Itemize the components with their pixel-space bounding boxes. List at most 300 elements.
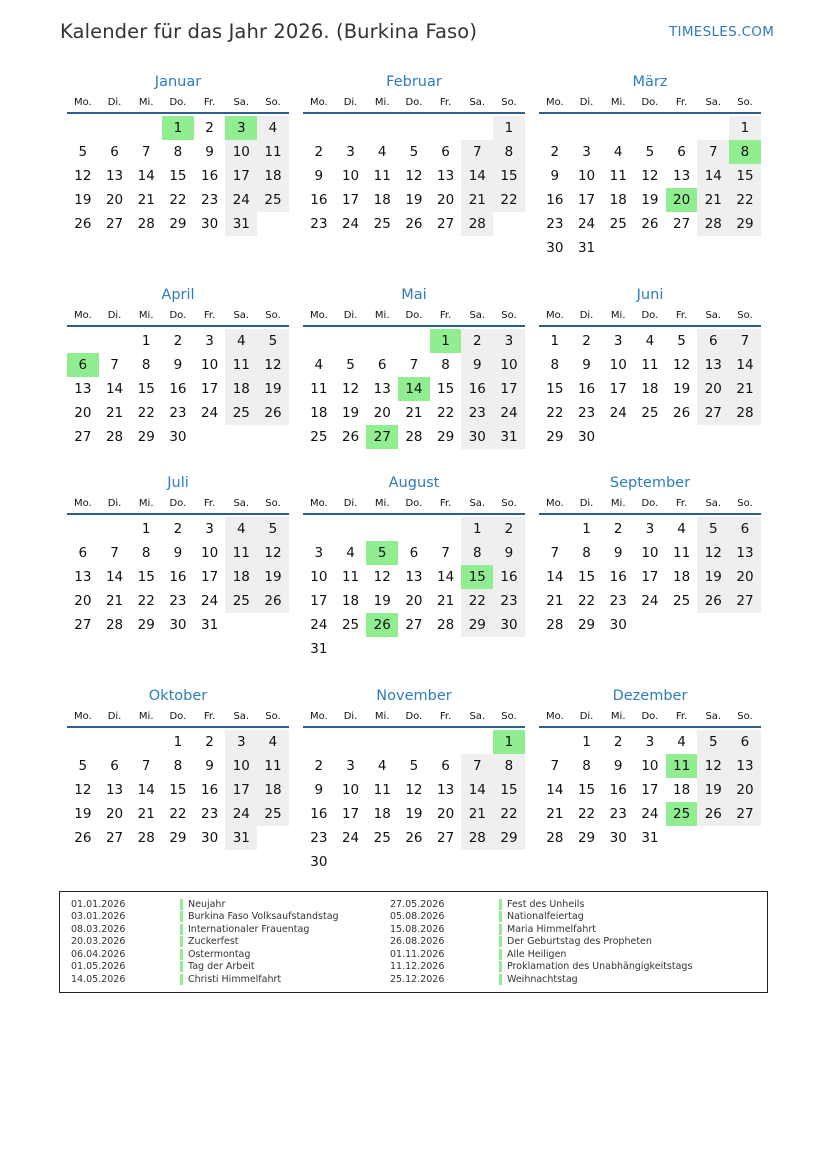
day-cell[interactable]: 31	[577, 240, 596, 256]
day-cell[interactable]: 6	[110, 758, 119, 774]
day-cell[interactable]: 22	[169, 806, 187, 822]
holiday-day[interactable]: 1	[493, 730, 525, 754]
day-cell[interactable]: 15	[493, 778, 525, 802]
day-cell[interactable]: 14	[105, 381, 124, 397]
day-cell[interactable]: 10	[577, 168, 596, 184]
day-cell[interactable]: 11	[257, 140, 289, 164]
day-cell[interactable]: 1	[141, 333, 151, 349]
day-cell[interactable]: 5	[257, 329, 289, 353]
day-cell[interactable]: 14	[697, 164, 729, 188]
day-cell[interactable]: 24	[225, 188, 257, 212]
day-cell[interactable]: 27	[729, 802, 761, 826]
day-cell[interactable]: 13	[673, 168, 691, 184]
day-cell[interactable]: 18	[373, 806, 391, 822]
day-cell[interactable]: 13	[74, 569, 92, 585]
day-cell[interactable]: 29	[577, 830, 596, 846]
day-cell[interactable]: 7	[461, 140, 493, 164]
day-cell[interactable]: 10	[201, 545, 219, 561]
day-cell[interactable]: 6	[441, 144, 450, 160]
day-cell[interactable]: 12	[257, 541, 289, 565]
day-cell[interactable]: 20	[405, 593, 423, 609]
day-cell[interactable]: 15	[577, 782, 596, 798]
day-cell[interactable]: 5	[409, 144, 419, 160]
day-cell[interactable]: 25	[310, 429, 328, 445]
day-cell[interactable]: 2	[173, 521, 183, 537]
day-cell[interactable]: 28	[546, 830, 564, 846]
day-cell[interactable]: 8	[550, 357, 560, 373]
day-cell[interactable]: 29	[577, 617, 596, 633]
day-cell[interactable]: 24	[341, 216, 360, 232]
day-cell[interactable]: 30	[609, 830, 627, 846]
day-cell[interactable]: 16	[201, 168, 219, 184]
day-cell[interactable]: 14	[437, 569, 455, 585]
day-cell[interactable]: 14	[546, 782, 564, 798]
day-cell[interactable]: 14	[461, 778, 493, 802]
day-cell[interactable]: 29	[546, 429, 564, 445]
day-cell[interactable]: 2	[493, 517, 525, 541]
day-cell[interactable]: 22	[577, 806, 596, 822]
day-cell[interactable]: 27	[673, 216, 691, 232]
day-cell[interactable]: 5	[677, 333, 686, 349]
day-cell[interactable]: 24	[641, 593, 659, 609]
day-cell[interactable]: 22	[493, 802, 525, 826]
day-cell[interactable]: 17	[225, 164, 257, 188]
day-cell[interactable]: 19	[257, 565, 289, 589]
day-cell[interactable]: 19	[697, 778, 729, 802]
day-cell[interactable]: 31	[641, 830, 659, 846]
day-cell[interactable]: 22	[493, 188, 525, 212]
day-cell[interactable]: 25	[373, 216, 391, 232]
day-cell[interactable]: 9	[582, 357, 591, 373]
day-cell[interactable]: 5	[346, 357, 355, 373]
day-cell[interactable]: 18	[225, 565, 257, 589]
day-cell[interactable]: 4	[257, 116, 289, 140]
day-cell[interactable]: 28	[105, 617, 124, 633]
day-cell[interactable]: 15	[169, 168, 187, 184]
day-cell[interactable]: 9	[550, 168, 560, 184]
day-cell[interactable]: 30	[201, 216, 219, 232]
day-cell[interactable]: 11	[641, 357, 659, 373]
day-cell[interactable]: 8	[173, 758, 183, 774]
day-cell[interactable]: 22	[461, 589, 493, 613]
day-cell[interactable]: 12	[641, 168, 659, 184]
day-cell[interactable]: 21	[461, 188, 493, 212]
day-cell[interactable]: 12	[74, 168, 92, 184]
day-cell[interactable]: 24	[609, 405, 627, 421]
day-cell[interactable]: 25	[225, 589, 257, 613]
day-cell[interactable]: 18	[257, 164, 289, 188]
day-cell[interactable]: 23	[310, 830, 328, 846]
day-cell[interactable]: 17	[493, 377, 525, 401]
day-cell[interactable]: 19	[341, 405, 360, 421]
holiday-day[interactable]: 26	[366, 613, 398, 637]
day-cell[interactable]: 13	[105, 782, 124, 798]
day-cell[interactable]: 20	[105, 192, 124, 208]
day-cell[interactable]: 19	[673, 381, 691, 397]
day-cell[interactable]: 29	[493, 826, 525, 850]
holiday-day[interactable]: 8	[729, 140, 761, 164]
day-cell[interactable]: 18	[673, 782, 691, 798]
day-cell[interactable]: 27	[74, 429, 92, 445]
day-cell[interactable]: 29	[169, 830, 187, 846]
day-cell[interactable]: 29	[137, 429, 155, 445]
day-cell[interactable]: 4	[677, 521, 686, 537]
day-cell[interactable]: 20	[729, 778, 761, 802]
day-cell[interactable]: 11	[341, 569, 360, 585]
day-cell[interactable]: 18	[341, 593, 360, 609]
day-cell[interactable]: 17	[225, 778, 257, 802]
day-cell[interactable]: 5	[257, 517, 289, 541]
day-cell[interactable]: 18	[225, 377, 257, 401]
day-cell[interactable]: 23	[310, 216, 328, 232]
day-cell[interactable]: 4	[613, 144, 623, 160]
day-cell[interactable]: 11	[373, 782, 391, 798]
day-cell[interactable]: 19	[257, 377, 289, 401]
day-cell[interactable]: 30	[546, 240, 564, 256]
day-cell[interactable]: 19	[373, 593, 391, 609]
day-cell[interactable]: 11	[225, 541, 257, 565]
day-cell[interactable]: 2	[314, 758, 324, 774]
day-cell[interactable]: 20	[437, 806, 455, 822]
day-cell[interactable]: 17	[577, 192, 596, 208]
day-cell[interactable]: 10	[641, 758, 659, 774]
day-cell[interactable]: 30	[310, 854, 328, 870]
day-cell[interactable]: 7	[141, 144, 151, 160]
day-cell[interactable]: 28	[137, 830, 155, 846]
day-cell[interactable]: 12	[697, 754, 729, 778]
day-cell[interactable]: 10	[225, 754, 257, 778]
day-cell[interactable]: 24	[341, 830, 360, 846]
day-cell[interactable]: 28	[105, 429, 124, 445]
day-cell[interactable]: 1	[550, 333, 560, 349]
day-cell[interactable]: 28	[461, 212, 493, 236]
day-cell[interactable]: 21	[546, 806, 564, 822]
day-cell[interactable]: 8	[493, 140, 525, 164]
day-cell[interactable]: 26	[341, 429, 360, 445]
day-cell[interactable]: 4	[377, 758, 387, 774]
day-cell[interactable]: 1	[173, 734, 183, 750]
day-cell[interactable]: 7	[110, 545, 119, 561]
day-cell[interactable]: 17	[341, 192, 360, 208]
day-cell[interactable]: 17	[201, 569, 219, 585]
day-cell[interactable]: 25	[641, 405, 659, 421]
day-cell[interactable]: 17	[609, 381, 627, 397]
day-cell[interactable]: 8	[493, 754, 525, 778]
day-cell[interactable]: 26	[405, 830, 423, 846]
day-cell[interactable]: 13	[729, 541, 761, 565]
day-cell[interactable]: 12	[341, 381, 360, 397]
day-cell[interactable]: 4	[257, 730, 289, 754]
day-cell[interactable]: 10	[341, 168, 360, 184]
day-cell[interactable]: 4	[225, 517, 257, 541]
day-cell[interactable]: 23	[169, 405, 187, 421]
day-cell[interactable]: 5	[645, 144, 655, 160]
day-cell[interactable]: 24	[225, 802, 257, 826]
day-cell[interactable]: 6	[697, 329, 729, 353]
day-cell[interactable]: 11	[373, 168, 391, 184]
day-cell[interactable]: 30	[169, 617, 187, 633]
day-cell[interactable]: 16	[609, 782, 627, 798]
day-cell[interactable]: 25	[257, 188, 289, 212]
day-cell[interactable]: 14	[105, 569, 124, 585]
day-cell[interactable]: 18	[257, 778, 289, 802]
day-cell[interactable]: 3	[225, 730, 257, 754]
day-cell[interactable]: 18	[641, 381, 659, 397]
day-cell[interactable]: 31	[201, 617, 219, 633]
day-cell[interactable]: 5	[409, 758, 419, 774]
day-cell[interactable]: 22	[169, 192, 187, 208]
day-cell[interactable]: 6	[677, 144, 686, 160]
day-cell[interactable]: 9	[613, 545, 623, 561]
day-cell[interactable]: 23	[609, 593, 627, 609]
day-cell[interactable]: 14	[137, 168, 155, 184]
day-cell[interactable]: 30	[493, 613, 525, 637]
day-cell[interactable]: 10	[225, 140, 257, 164]
day-cell[interactable]: 5	[697, 517, 729, 541]
day-cell[interactable]: 1	[461, 517, 493, 541]
day-cell[interactable]: 23	[546, 216, 564, 232]
day-cell[interactable]: 25	[673, 593, 691, 609]
day-cell[interactable]: 21	[105, 405, 124, 421]
day-cell[interactable]: 20	[697, 377, 729, 401]
holiday-day[interactable]: 1	[430, 329, 462, 353]
day-cell[interactable]: 4	[677, 734, 686, 750]
day-cell[interactable]: 13	[373, 381, 391, 397]
day-cell[interactable]: 3	[493, 329, 525, 353]
holiday-day[interactable]: 25	[666, 802, 698, 826]
day-cell[interactable]: 25	[373, 830, 391, 846]
day-cell[interactable]: 2	[314, 144, 324, 160]
day-cell[interactable]: 22	[729, 188, 761, 212]
day-cell[interactable]: 7	[409, 357, 419, 373]
day-cell[interactable]: 7	[550, 758, 560, 774]
day-cell[interactable]: 25	[609, 216, 627, 232]
day-cell[interactable]: 15	[577, 569, 596, 585]
day-cell[interactable]: 31	[493, 425, 525, 449]
day-cell[interactable]: 2	[461, 329, 493, 353]
day-cell[interactable]: 8	[582, 758, 591, 774]
day-cell[interactable]: 9	[613, 758, 623, 774]
day-cell[interactable]: 29	[437, 429, 455, 445]
day-cell[interactable]: 31	[225, 826, 257, 850]
day-cell[interactable]: 27	[729, 589, 761, 613]
day-cell[interactable]: 24	[577, 216, 596, 232]
day-cell[interactable]: 12	[373, 569, 391, 585]
day-cell[interactable]: 16	[609, 569, 627, 585]
day-cell[interactable]: 11	[673, 545, 691, 561]
day-cell[interactable]: 6	[377, 357, 387, 373]
holiday-day[interactable]: 14	[398, 377, 430, 401]
day-cell[interactable]: 4	[377, 144, 387, 160]
day-cell[interactable]: 27	[74, 617, 92, 633]
day-cell[interactable]: 28	[697, 212, 729, 236]
holiday-day[interactable]: 3	[225, 116, 257, 140]
day-cell[interactable]: 14	[137, 782, 155, 798]
day-cell[interactable]: 24	[201, 405, 219, 421]
day-cell[interactable]: 4	[346, 545, 355, 561]
day-cell[interactable]: 11	[310, 381, 328, 397]
day-cell[interactable]: 21	[105, 593, 124, 609]
day-cell[interactable]: 10	[641, 545, 659, 561]
holiday-day[interactable]: 6	[67, 353, 99, 377]
day-cell[interactable]: 18	[373, 192, 391, 208]
day-cell[interactable]: 2	[173, 333, 183, 349]
day-cell[interactable]: 4	[225, 329, 257, 353]
day-cell[interactable]: 30	[169, 429, 187, 445]
day-cell[interactable]: 15	[493, 164, 525, 188]
holiday-day[interactable]: 27	[366, 425, 398, 449]
day-cell[interactable]: 12	[697, 541, 729, 565]
day-cell[interactable]: 15	[137, 569, 155, 585]
day-cell[interactable]: 2	[550, 144, 560, 160]
day-cell[interactable]: 13	[697, 353, 729, 377]
day-cell[interactable]: 2	[613, 734, 623, 750]
day-cell[interactable]: 20	[74, 593, 92, 609]
day-cell[interactable]: 16	[461, 377, 493, 401]
holiday-day[interactable]: 1	[162, 116, 194, 140]
day-cell[interactable]: 17	[310, 593, 328, 609]
day-cell[interactable]: 6	[110, 144, 119, 160]
day-cell[interactable]: 21	[437, 593, 455, 609]
brand-link[interactable]: TIMESLES.COM	[669, 24, 775, 40]
day-cell[interactable]: 29	[729, 212, 761, 236]
day-cell[interactable]: 2	[205, 120, 214, 136]
day-cell[interactable]: 13	[729, 754, 761, 778]
day-cell[interactable]: 2	[205, 734, 214, 750]
day-cell[interactable]: 6	[409, 545, 419, 561]
day-cell[interactable]: 23	[201, 806, 219, 822]
day-cell[interactable]: 5	[78, 758, 88, 774]
day-cell[interactable]: 23	[609, 806, 627, 822]
day-cell[interactable]: 4	[645, 333, 655, 349]
day-cell[interactable]: 14	[461, 164, 493, 188]
day-cell[interactable]: 13	[437, 782, 455, 798]
day-cell[interactable]: 7	[729, 329, 761, 353]
holiday-day[interactable]: 20	[666, 188, 698, 212]
day-cell[interactable]: 22	[437, 405, 455, 421]
day-cell[interactable]: 3	[205, 521, 214, 537]
day-cell[interactable]: 11	[257, 754, 289, 778]
day-cell[interactable]: 17	[641, 569, 659, 585]
day-cell[interactable]: 9	[314, 168, 324, 184]
day-cell[interactable]: 27	[105, 216, 124, 232]
day-cell[interactable]: 31	[310, 641, 328, 657]
day-cell[interactable]: 16	[493, 565, 525, 589]
day-cell[interactable]: 28	[461, 826, 493, 850]
day-cell[interactable]: 26	[697, 802, 729, 826]
day-cell[interactable]: 8	[582, 545, 591, 561]
day-cell[interactable]: 3	[314, 545, 324, 561]
day-cell[interactable]: 20	[729, 565, 761, 589]
day-cell[interactable]: 26	[405, 216, 423, 232]
day-cell[interactable]: 26	[74, 830, 92, 846]
day-cell[interactable]: 2	[582, 333, 591, 349]
day-cell[interactable]: 19	[74, 192, 92, 208]
day-cell[interactable]: 8	[461, 541, 493, 565]
day-cell[interactable]: 1	[582, 521, 591, 537]
day-cell[interactable]: 11	[609, 168, 627, 184]
day-cell[interactable]: 12	[673, 357, 691, 373]
day-cell[interactable]: 1	[493, 116, 525, 140]
day-cell[interactable]: 1	[729, 116, 761, 140]
day-cell[interactable]: 3	[346, 144, 355, 160]
day-cell[interactable]: 28	[137, 216, 155, 232]
day-cell[interactable]: 16	[201, 782, 219, 798]
day-cell[interactable]: 24	[641, 806, 659, 822]
day-cell[interactable]: 10	[341, 782, 360, 798]
day-cell[interactable]: 19	[405, 806, 423, 822]
day-cell[interactable]: 1	[141, 521, 151, 537]
day-cell[interactable]: 10	[609, 357, 627, 373]
day-cell[interactable]: 16	[546, 192, 564, 208]
day-cell[interactable]: 18	[673, 569, 691, 585]
day-cell[interactable]: 17	[201, 381, 219, 397]
day-cell[interactable]: 28	[437, 617, 455, 633]
day-cell[interactable]: 29	[169, 216, 187, 232]
day-cell[interactable]: 25	[257, 802, 289, 826]
day-cell[interactable]: 24	[201, 593, 219, 609]
day-cell[interactable]: 13	[105, 168, 124, 184]
day-cell[interactable]: 22	[577, 593, 596, 609]
day-cell[interactable]: 21	[405, 405, 423, 421]
day-cell[interactable]: 30	[201, 830, 219, 846]
day-cell[interactable]: 3	[205, 333, 214, 349]
day-cell[interactable]: 16	[310, 806, 328, 822]
day-cell[interactable]: 23	[201, 192, 219, 208]
day-cell[interactable]: 8	[173, 144, 183, 160]
day-cell[interactable]: 29	[461, 613, 493, 637]
day-cell[interactable]: 21	[697, 188, 729, 212]
day-cell[interactable]: 19	[641, 192, 659, 208]
day-cell[interactable]: 26	[697, 589, 729, 613]
day-cell[interactable]: 24	[493, 401, 525, 425]
day-cell[interactable]: 8	[441, 357, 450, 373]
day-cell[interactable]: 26	[257, 589, 289, 613]
day-cell[interactable]: 24	[310, 617, 328, 633]
day-cell[interactable]: 5	[697, 730, 729, 754]
day-cell[interactable]: 27	[105, 830, 124, 846]
day-cell[interactable]: 12	[405, 782, 423, 798]
day-cell[interactable]: 19	[74, 806, 92, 822]
day-cell[interactable]: 17	[641, 782, 659, 798]
day-cell[interactable]: 10	[493, 353, 525, 377]
holiday-day[interactable]: 5	[366, 541, 398, 565]
day-cell[interactable]: 2	[613, 521, 623, 537]
day-cell[interactable]: 21	[729, 377, 761, 401]
day-cell[interactable]: 15	[729, 164, 761, 188]
day-cell[interactable]: 31	[225, 212, 257, 236]
day-cell[interactable]: 19	[405, 192, 423, 208]
day-cell[interactable]: 20	[437, 192, 455, 208]
day-cell[interactable]: 6	[729, 517, 761, 541]
day-cell[interactable]: 18	[310, 405, 328, 421]
day-cell[interactable]: 11	[225, 353, 257, 377]
day-cell[interactable]: 7	[550, 545, 560, 561]
day-cell[interactable]: 5	[78, 144, 88, 160]
day-cell[interactable]: 13	[405, 569, 423, 585]
day-cell[interactable]: 13	[437, 168, 455, 184]
day-cell[interactable]: 14	[729, 353, 761, 377]
day-cell[interactable]: 23	[169, 593, 187, 609]
day-cell[interactable]: 15	[137, 381, 155, 397]
day-cell[interactable]: 26	[257, 401, 289, 425]
day-cell[interactable]: 21	[137, 806, 155, 822]
day-cell[interactable]: 16	[577, 381, 596, 397]
day-cell[interactable]: 12	[74, 782, 92, 798]
day-cell[interactable]: 7	[441, 545, 450, 561]
day-cell[interactable]: 27	[437, 216, 455, 232]
day-cell[interactable]: 6	[78, 545, 88, 561]
